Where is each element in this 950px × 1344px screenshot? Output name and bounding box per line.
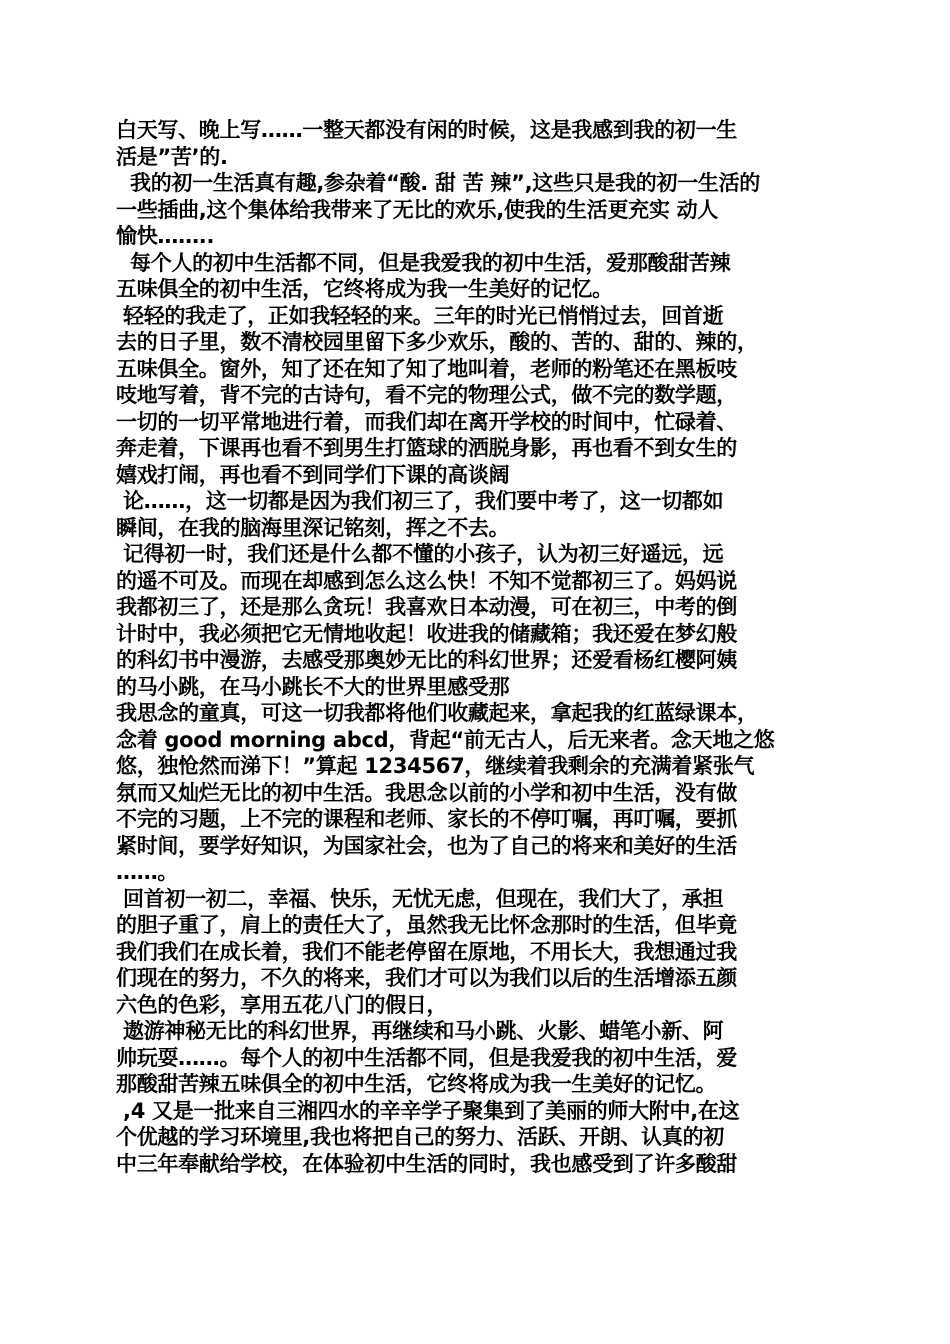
text-line: 六色的色彩，享用五花八门的假日，: [116, 992, 448, 1017]
text-line: 吱地写着，背不完的古诗句，看不完的物理公式，做不完的数学题，: [116, 383, 737, 407]
text-line: 奔走着，下课再也看不到男生打篮球的洒脱身影，再也看不到女生的: [116, 436, 737, 460]
text-line: 个优越的学习环境里,我也将把自己的努力、活跃、开朗、认真的初: [116, 1125, 724, 1149]
text-line: 紧时间，要学好知识，为国家社会，也为了自己的将来和美好的生活: [116, 833, 737, 858]
text-line: 我都初三了，还是那么贪玩！我喜欢日本动漫，可在初三，中考的倒: [116, 595, 737, 619]
text-line: ,4 又是一批来自三湘四水的辛辛学子聚集到了美丽的师大附中,在这: [116, 1098, 740, 1123]
text-line: 去的日子里，数不清校园里留下多少欢乐，酸的、苦的、甜的、辣的，: [116, 330, 758, 354]
text-line: 们现在的努力，不久的将来，我们才可以为我们以后的生活增添五颜: [116, 966, 737, 990]
text-line: 回首初一初二，幸福、快乐，无忧无虑，但现在，我们大了，承担: [116, 886, 724, 911]
text-line: 遨游神秘无比的科幻世界，再继续和马小跳、火影、蜡笔小新、阿: [116, 1019, 724, 1043]
text-line: 记得初一时，我们还是什么都不懂的小孩子，认为初三好遥远，远: [116, 542, 724, 566]
text-line: ……。: [116, 860, 179, 884]
text-line: 论……，这一切都是因为我们初三了，我们要中考了，这一切都如: [116, 489, 724, 513]
text-line: 瞬间，在我的脑海里深记铭刻，挥之不去。: [116, 515, 510, 540]
document-body: [116, 117, 846, 1177]
text-line: 念着 good morning abcd，背起“前无古人，后无来者。念天地之悠: [116, 727, 775, 752]
text-line: 我思念的童真，可这一切我都将他们收藏起来，拿起我的红蓝绿课本，: [116, 701, 758, 725]
text-line: 的遥不可及。而现在却感到怎么这么快！不知不觉都初三了。妈妈说: [116, 568, 737, 593]
text-line: 的胆子重了，肩上的责任大了，虽然我无比怀念那时的生活，但毕竟: [116, 913, 737, 937]
text-line: 中三年奉献给学校，在体验初中生活的同时，我也感受到了许多酸甜: [116, 1151, 737, 1176]
text-line: 五味俱全的初中生活，它终将成为我一生美好的记忆。: [116, 277, 613, 301]
text-line: 我的初一生活真有趣,参杂着“酸. 甜 苦 辣”,这些只是我的初一生活的: [116, 171, 760, 195]
text-line: 悠，独怆然而涕下！”算起 1234567，继续着我剩余的充满着紧张气: [116, 754, 755, 778]
text-line: 氛而又灿烂无比的初中生活。我思念以前的小学和初中生活，没有做: [116, 780, 737, 805]
text-line: 我们我们在成长着，我们不能老停留在原地，不用长大，我想通过我: [116, 939, 737, 964]
text-line: 愉快……..: [116, 224, 215, 248]
text-line: 白天写、晚上写……一整天都没有闲的时候，这是我感到我的初一生: [116, 118, 737, 142]
text-line: 一切的一切平常地进行着，而我们却在离开学校的时间中，忙碌着、: [116, 409, 737, 434]
text-line: 活是”苦’的.: [116, 144, 228, 169]
text-line: 的马小跳，在马小跳长不大的世界里感受那: [116, 674, 510, 699]
text-line: 计时中，我必须把它无情地收起！收进我的储藏箱；我还爱在梦幻般: [116, 621, 737, 646]
text-line: 轻轻的我走了，正如我轻轻的来。三年的时光已悄悄过去，回首逝: [116, 303, 724, 328]
text-line: 帅玩耍……。每个人的初中生活都不同，但是我爱我的初中生活，爱: [116, 1045, 737, 1070]
text-line: 不完的习题，上不完的课程和老师、家长的不停叮嘱，再叮嘱，要抓: [116, 807, 737, 831]
text-line: 五味俱全。窗外，知了还在知了知了地叫着，老师的粉笔还在黑板吱: [116, 356, 737, 381]
text-line: 那酸甜苦辣五味俱全的初中生活，它终将成为我一生美好的记忆。: [116, 1072, 717, 1096]
text-line: 每个人的初中生活都不同，但是我爱我的初中生活，爱那酸甜苦辣: [116, 250, 731, 275]
text-line: 嬉戏打闹，再也看不到同学们下课的高谈阔: [116, 462, 510, 487]
text-line: 的科幻书中漫游，去感受那奥妙无比的科幻世界；还爱看杨红樱阿姨: [116, 648, 737, 672]
text-line: 一些插曲,这个集体给我带来了无比的欢乐,使我的生活更充实 动人: [116, 197, 718, 222]
